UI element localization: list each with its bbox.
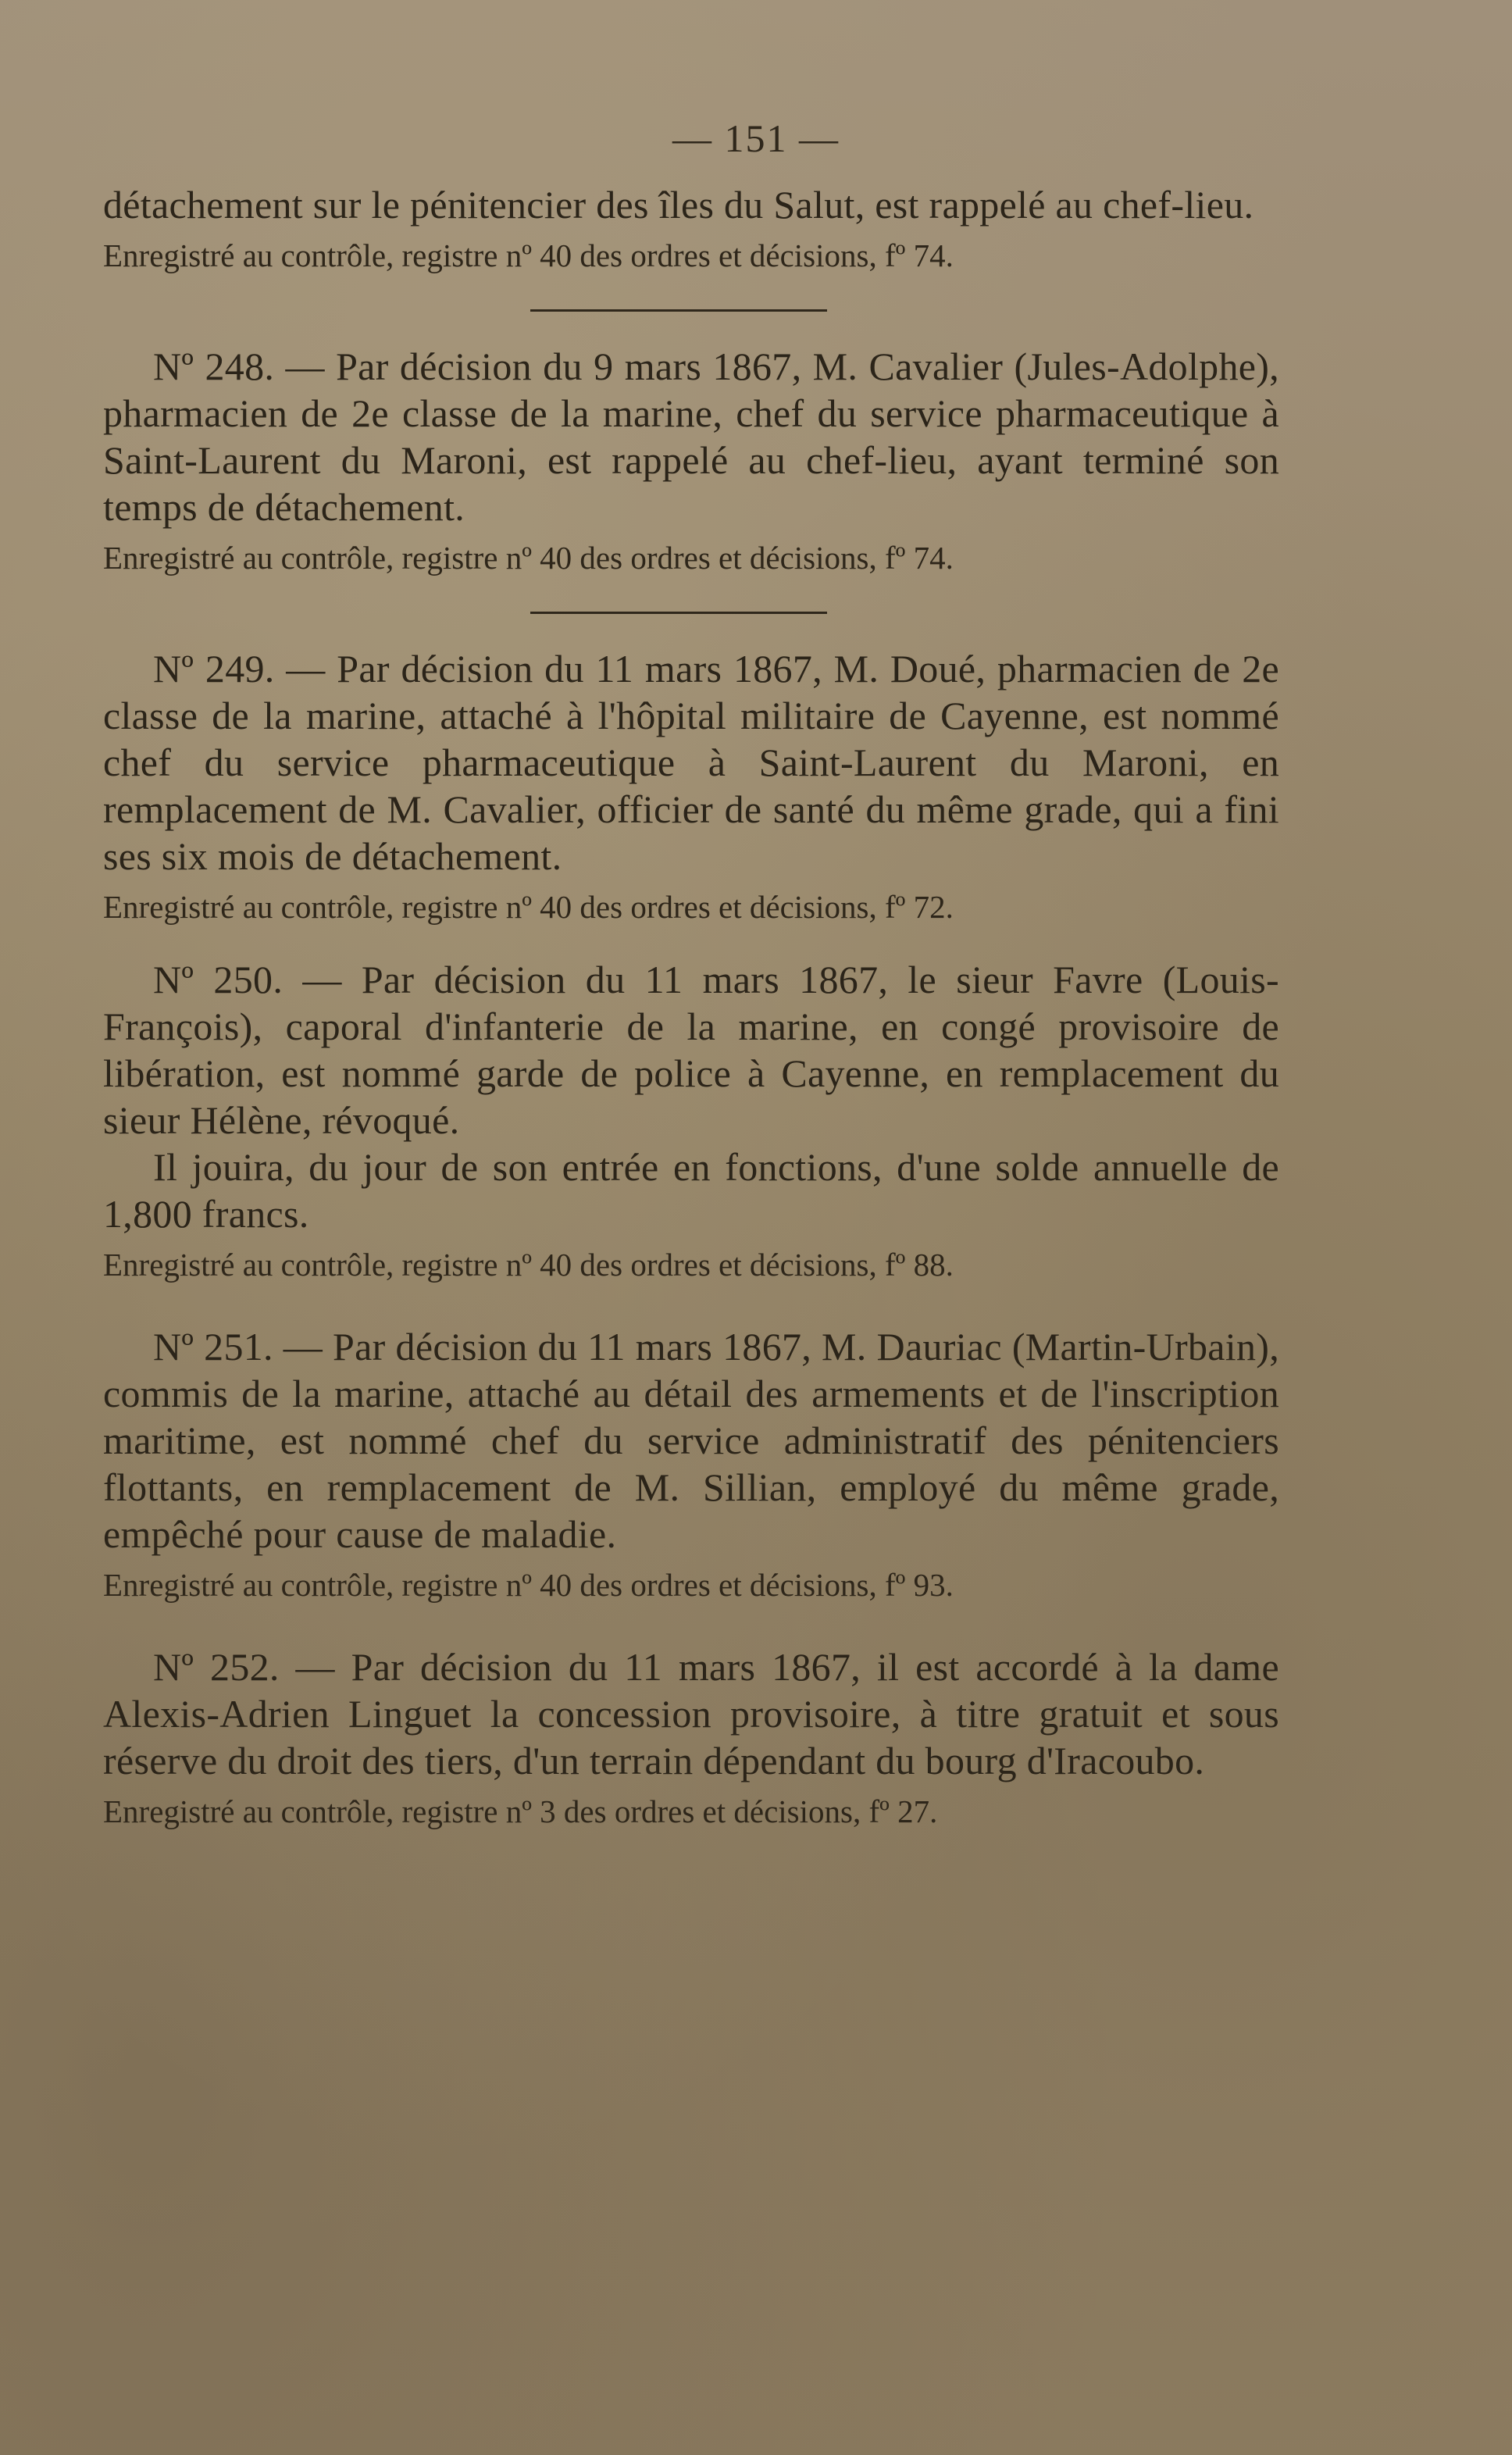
entry-continuation bbox=[103, 181, 1279, 277]
page-body bbox=[103, 181, 1279, 1832]
entry-251 bbox=[103, 1323, 1279, 1606]
registration-note: Enregistré au contrôle, registre nº 40 des ordres et décisions, fº 93. bbox=[103, 1567, 954, 1603]
entry-249 bbox=[103, 645, 1279, 928]
entry-248 bbox=[103, 343, 1279, 579]
entry-paragraph: Nº 252. — Par décision du 11 mars 1867, il est accordé à la dame Alexis-Adrien Linguet la concession provisoire, à titre gratuit et sous réserve du droit des tiers, d'un terrain dépendant du bourg d'Iracoubo. bbox=[103, 1645, 1279, 1782]
section-divider bbox=[530, 309, 827, 312]
entry-paragraph: Il jouira, du jour de son entrée en fonctions, d'une solde annuelle de 1,800 francs. bbox=[103, 1145, 1279, 1236]
entry-paragraph: Nº 248. — Par décision du 9 mars 1867, M. Cavalier (Jules-Adolphe), pharmacien de 2e classe de la marine, chef du service pharmaceutique à Saint-Laurent du Maroni, est rappelé au chef-lieu, ayant terminé son temps de détachement. bbox=[103, 344, 1279, 529]
entry-paragraph: Nº 250. — Par décision du 11 mars 1867, le sieur Favre (Louis-François), caporal d'infanterie de la marine, en congé provisoire de libération, est nommé garde de police à Cayenne, en remplacement du sieur Hélène, révoqué. bbox=[103, 958, 1279, 1142]
entry-252 bbox=[103, 1643, 1279, 1832]
page-number: — 151 — bbox=[672, 116, 840, 160]
section-divider bbox=[530, 612, 827, 614]
entry-paragraph: détachement sur le pénitencier des îles du Salut, est rappelé au chef-lieu. bbox=[103, 183, 1254, 227]
registration-note: Enregistré au contrôle, registre nº 40 des ordres et décisions, fº 88. bbox=[103, 1247, 954, 1283]
registration-note: Enregistré au contrôle, registre nº 3 des ordres et décisions, fº 27. bbox=[103, 1793, 938, 1829]
registration-note: Enregistré au contrôle, registre nº 40 des ordres et décisions, fº 74. bbox=[103, 540, 954, 576]
registration-note: Enregistré au contrôle, registre nº 40 des ordres et décisions, fº 74. bbox=[103, 237, 954, 273]
registration-note: Enregistré au contrôle, registre nº 40 des ordres et décisions, fº 72. bbox=[103, 889, 954, 925]
entry-paragraph: Nº 249. — Par décision du 11 mars 1867, M. Doué, pharmacien de 2e classe de la marine, attaché à l'hôpital militaire de Cayenne, est nommé chef du service pharmaceutique à Saint-Laurent du Maroni, en remplacement de M. Cavalier, officier de santé du même grade, qui a fini ses six mois de détachement. bbox=[103, 647, 1279, 878]
entry-paragraph: Nº 251. — Par décision du 11 mars 1867, M. Dauriac (Martin-Urbain), commis de la marine, attaché au détail des armements et de l'inscription maritime, est nommé chef du service administratif des pénitenciers flottants, en remplacement de M. Sillian, employé du même grade, empêché pour cause de maladie. bbox=[103, 1325, 1279, 1556]
entry-250 bbox=[103, 956, 1279, 1286]
